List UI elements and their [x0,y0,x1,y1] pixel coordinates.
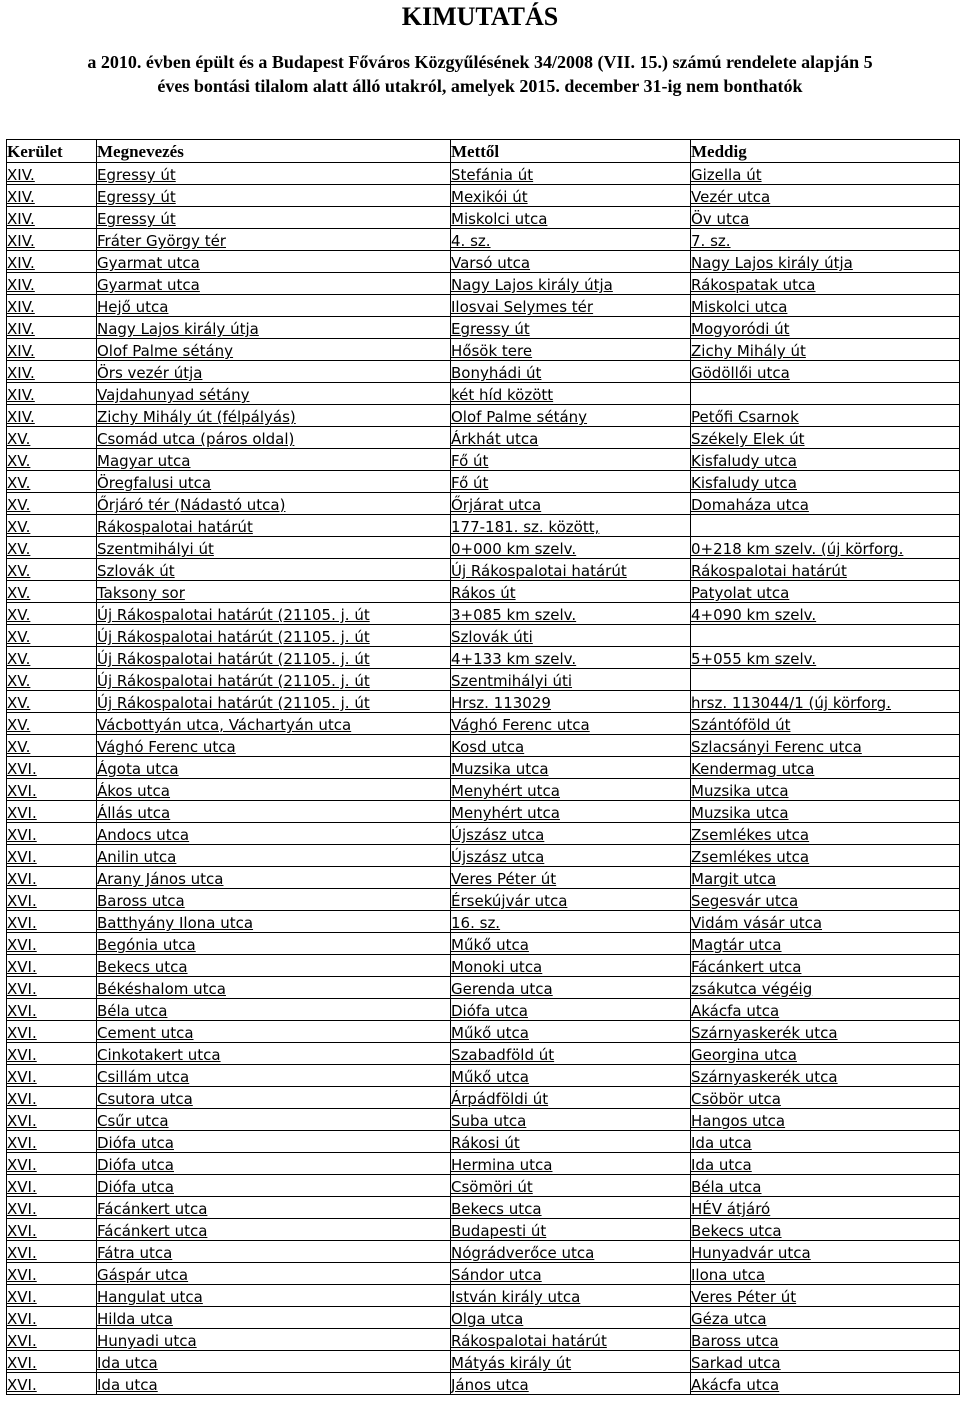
cell-kerulet: XIV. [7,229,97,251]
cell-meddig: Öv utca [691,207,960,229]
cell-kerulet: XIV. [7,251,97,273]
cell-meddig: Baross utca [691,1329,960,1351]
cell-megnevezes: Ákos utca [97,779,451,801]
cell-kerulet: XV. [7,471,97,493]
cell-mettol: 4+133 km szelv. [451,647,691,669]
cell-meddig: Szárnyaskerék utca [691,1021,960,1043]
cell-meddig: Petőfi Csarnok [691,405,960,427]
table-header-row [7,140,960,163]
cell-megnevezes: Csutora utca [97,1087,451,1109]
cell-mettol: Műkő utca [451,933,691,955]
cell-meddig: 5+055 km szelv. [691,647,960,669]
cell-mettol: Újszász utca [451,845,691,867]
table-row [7,955,960,977]
cell-mettol: 0+000 km szelv. [451,537,691,559]
cell-mettol: Mexikói út [451,185,691,207]
cell-kerulet: XIV. [7,383,97,405]
table-row [7,1065,960,1087]
cell-meddig [691,383,960,405]
cell-megnevezes: Gyarmat utca [97,251,451,273]
cell-kerulet: XVI. [7,1373,97,1395]
table-row [7,691,960,713]
cell-meddig: 0+218 km szelv. (új körforg. [691,537,960,559]
cell-kerulet: XVI. [7,1021,97,1043]
cell-mettol: Árkhát utca [451,427,691,449]
cell-mettol: Nógrádverőce utca [451,1241,691,1263]
document-title: KIMUTATÁS [401,2,559,31]
cell-meddig [691,515,960,537]
cell-meddig: hrsz. 113044/1 (új körforg. [691,691,960,713]
cell-megnevezes: Hunyadi utca [97,1329,451,1351]
table-row [7,537,960,559]
cell-kerulet: XV. [7,735,97,757]
cell-kerulet: XV. [7,559,97,581]
cell-megnevezes: Ágota utca [97,757,451,779]
subtitle-line-1: a 2010. évben épült és a Budapest Főváros Közgyűlésének 34/2008 (VII. 15.) számú rendelete alapján 5 [87,52,873,72]
table-row [7,779,960,801]
cell-mettol: Egressy út [451,317,691,339]
cell-kerulet: XVI. [7,867,97,889]
cell-mettol: Muzsika utca [451,757,691,779]
cell-mettol: Bekecs utca [451,1197,691,1219]
cell-mettol: Szentmihályi úti [451,669,691,691]
cell-kerulet: XVI. [7,823,97,845]
cell-kerulet: XVI. [7,779,97,801]
cell-mettol: 16. sz. [451,911,691,933]
cell-kerulet: XVI. [7,1329,97,1351]
cell-megnevezes: Vajdahunyad sétány [97,383,451,405]
header-kerulet: Kerület [7,140,97,163]
table-row [7,295,960,317]
cell-mettol: Vághó Ferenc utca [451,713,691,735]
cell-meddig: Segesvár utca [691,889,960,911]
table-row [7,515,960,537]
cell-meddig: Rákospatak utca [691,273,960,295]
cell-megnevezes: Örs vezér útja [97,361,451,383]
cell-mettol: Diófa utca [451,999,691,1021]
cell-meddig: Fácánkert utca [691,955,960,977]
cell-megnevezes: Új Rákospalotai határút (21105. j. út [97,625,451,647]
cell-kerulet: XVI. [7,1175,97,1197]
cell-mettol: Ilosvai Selymes tér [451,295,691,317]
cell-mettol: Szlovák úti [451,625,691,647]
cell-meddig: HÉV átjáró [691,1197,960,1219]
cell-mettol: Hermina utca [451,1153,691,1175]
cell-megnevezes: Rákospalotai határút [97,515,451,537]
cell-megnevezes: Hangulat utca [97,1285,451,1307]
cell-kerulet: XV. [7,449,97,471]
cell-mettol: Bonyhádi út [451,361,691,383]
header-meddig: Meddig [691,140,960,163]
cell-meddig: Géza utca [691,1307,960,1329]
cell-megnevezes: Csomád utca (páros oldal) [97,427,451,449]
cell-mettol: két híd között [451,383,691,405]
table-row [7,1197,960,1219]
cell-mettol: Hősök tere [451,339,691,361]
cell-meddig: zsákutca végéig [691,977,960,999]
cell-mettol: Műkő utca [451,1065,691,1087]
cell-megnevezes: Hejő utca [97,295,451,317]
cell-megnevezes: Gáspár utca [97,1263,451,1285]
cell-kerulet: XV. [7,493,97,515]
table-row [7,977,960,999]
cell-mettol: István király utca [451,1285,691,1307]
cell-megnevezes: Vághó Ferenc utca [97,735,451,757]
cell-mettol: Miskolci utca [451,207,691,229]
table-row [7,845,960,867]
table-row [7,625,960,647]
cell-meddig: Zsemlékes utca [691,845,960,867]
cell-meddig: Georgina utca [691,1043,960,1065]
cell-kerulet: XVI. [7,1043,97,1065]
table-row [7,889,960,911]
cell-kerulet: XIV. [7,207,97,229]
cell-kerulet: XV. [7,537,97,559]
table-row [7,1043,960,1065]
cell-meddig: Gödöllői utca [691,361,960,383]
cell-kerulet: XIV. [7,339,97,361]
table-row [7,1329,960,1351]
table-row [7,757,960,779]
cell-megnevezes: Bekecs utca [97,955,451,977]
cell-meddig: Szárnyaskerék utca [691,1065,960,1087]
cell-megnevezes: Begónia utca [97,933,451,955]
cell-megnevezes: Batthyány Ilona utca [97,911,451,933]
cell-mettol: Hrsz. 113029 [451,691,691,713]
cell-meddig: Akácfa utca [691,1373,960,1395]
cell-megnevezes: Gyarmat utca [97,273,451,295]
cell-megnevezes: Magyar utca [97,449,451,471]
cell-kerulet: XVI. [7,1351,97,1373]
cell-megnevezes: Állás utca [97,801,451,823]
cell-meddig: Ilona utca [691,1263,960,1285]
cell-mettol: Suba utca [451,1109,691,1131]
table-row [7,207,960,229]
cell-meddig: Vidám vásár utca [691,911,960,933]
cell-mettol: Új Rákospalotai határút [451,559,691,581]
cell-meddig: Patyolat utca [691,581,960,603]
cell-meddig: Kisfaludy utca [691,471,960,493]
cell-mettol: Menyhért utca [451,801,691,823]
cell-megnevezes: Új Rákospalotai határút (21105. j. út [97,647,451,669]
cell-kerulet: XV. [7,713,97,735]
cell-mettol: Stefánia út [451,163,691,185]
cell-kerulet: XVI. [7,1065,97,1087]
cell-megnevezes: Olof Palme sétány [97,339,451,361]
cell-mettol: Fő út [451,449,691,471]
cell-kerulet: XVI. [7,1241,97,1263]
table-row [7,405,960,427]
cell-megnevezes: Csűr utca [97,1109,451,1131]
cell-mettol: Menyhért utca [451,779,691,801]
cell-mettol: Újszász utca [451,823,691,845]
cell-meddig: Bekecs utca [691,1219,960,1241]
cell-megnevezes: Diófa utca [97,1153,451,1175]
cell-mettol: Veres Péter út [451,867,691,889]
cell-kerulet: XVI. [7,911,97,933]
cell-mettol: Gerenda utca [451,977,691,999]
cell-megnevezes: Diófa utca [97,1131,451,1153]
cell-megnevezes: Andocs utca [97,823,451,845]
cell-kerulet: XV. [7,691,97,713]
cell-kerulet: XV. [7,427,97,449]
cell-meddig: Ida utca [691,1131,960,1153]
cell-kerulet: XV. [7,515,97,537]
cell-megnevezes: Egressy út [97,185,451,207]
table-row [7,1153,960,1175]
cell-meddig: Domaháza utca [691,493,960,515]
cell-megnevezes: Új Rákospalotai határút (21105. j. út [97,691,451,713]
cell-meddig: Csöbör utca [691,1087,960,1109]
table-row [7,229,960,251]
cell-kerulet: XVI. [7,1153,97,1175]
table-row [7,273,960,295]
cell-meddig: Margit utca [691,867,960,889]
cell-mettol: Szabadföld út [451,1043,691,1065]
cell-mettol: Rákosi út [451,1131,691,1153]
cell-mettol: Fő út [451,471,691,493]
cell-meddig [691,669,960,691]
cell-kerulet: XIV. [7,405,97,427]
cell-kerulet: XVI. [7,1263,97,1285]
table-row [7,427,960,449]
cell-kerulet: XIV. [7,317,97,339]
cell-kerulet: XVI. [7,1087,97,1109]
cell-meddig: Béla utca [691,1175,960,1197]
table-row [7,823,960,845]
table-row [7,933,960,955]
cell-meddig: Sarkad utca [691,1351,960,1373]
table-row [7,1021,960,1043]
table-row [7,647,960,669]
cell-kerulet: XVI. [7,933,97,955]
cell-kerulet: XVI. [7,801,97,823]
cell-megnevezes: Anilin utca [97,845,451,867]
table-row [7,867,960,889]
cell-mettol: Csömöri út [451,1175,691,1197]
cell-meddig: Ida utca [691,1153,960,1175]
cell-megnevezes: Ida utca [97,1373,451,1395]
cell-kerulet: XVI. [7,1197,97,1219]
cell-megnevezes: Fácánkert utca [97,1219,451,1241]
cell-megnevezes: Cement utca [97,1021,451,1043]
table-row [7,1263,960,1285]
cell-mettol: János utca [451,1373,691,1395]
cell-mettol: 3+085 km szelv. [451,603,691,625]
cell-mettol: Mátyás király út [451,1351,691,1373]
cell-mettol: Műkő utca [451,1021,691,1043]
cell-kerulet: XVI. [7,1219,97,1241]
cell-meddig: Nagy Lajos király útja [691,251,960,273]
cell-kerulet: XIV. [7,185,97,207]
cell-kerulet: XVI. [7,757,97,779]
cell-kerulet: XV. [7,603,97,625]
cell-megnevezes: Taksony sor [97,581,451,603]
cell-mettol: Sándor utca [451,1263,691,1285]
cell-kerulet: XV. [7,581,97,603]
cell-meddig: Muzsika utca [691,779,960,801]
cell-kerulet: XVI. [7,977,97,999]
cell-megnevezes: Új Rákospalotai határút (21105. j. út [97,603,451,625]
cell-meddig: Szántóföld út [691,713,960,735]
table-row [7,1219,960,1241]
table-row [7,1285,960,1307]
cell-meddig: Székely Elek út [691,427,960,449]
cell-kerulet: XIV. [7,163,97,185]
cell-kerulet: XIV. [7,273,97,295]
table-row [7,449,960,471]
table-row [7,1175,960,1197]
header-megnevezes: Megnevezés [97,140,451,163]
cell-meddig: Magtár utca [691,933,960,955]
cell-kerulet: XV. [7,669,97,691]
cell-kerulet: XVI. [7,1285,97,1307]
cell-meddig: Szlacsányi Ferenc utca [691,735,960,757]
cell-megnevezes: Szlovák út [97,559,451,581]
cell-megnevezes: Vácbottyán utca, Váchartyán utca [97,713,451,735]
cell-kerulet: XV. [7,647,97,669]
cell-kerulet: XV. [7,625,97,647]
table-row [7,1241,960,1263]
table-row [7,1109,960,1131]
cell-mettol: Rákospalotai határút [451,1329,691,1351]
cell-megnevezes: Szentmihályi út [97,537,451,559]
cell-megnevezes: Nagy Lajos király útja [97,317,451,339]
cell-megnevezes: Arany János utca [97,867,451,889]
cell-meddig: Vezér utca [691,185,960,207]
cell-mettol: Olga utca [451,1307,691,1329]
cell-megnevezes: Őrjáró tér (Nádastó utca) [97,493,451,515]
cell-meddig: 4+090 km szelv. [691,603,960,625]
document-subtitle [0,50,960,98]
table-row [7,1351,960,1373]
table-row [7,801,960,823]
cell-mettol: Budapesti út [451,1219,691,1241]
subtitle-line-2: éves bontási tilalom alatt álló utakról, amelyek 2015. december 31-ig nem bonthatók [157,76,803,96]
table-row [7,1131,960,1153]
cell-kerulet: XVI. [7,845,97,867]
table-row [7,493,960,515]
table-row [7,317,960,339]
cell-meddig: Mogyoródi út [691,317,960,339]
table-row [7,581,960,603]
cell-meddig: Miskolci utca [691,295,960,317]
cell-mettol: Olof Palme sétány [451,405,691,427]
cell-megnevezes: Öregfalusi utca [97,471,451,493]
table-row [7,559,960,581]
cell-megnevezes: Ida utca [97,1351,451,1373]
cell-megnevezes: Béla utca [97,999,451,1021]
table-row [7,471,960,493]
cell-kerulet: XVI. [7,1109,97,1131]
cell-meddig: Hunyadvár utca [691,1241,960,1263]
cell-megnevezes: Zichy Mihály út (félpályás) [97,405,451,427]
cell-mettol: 177-181. sz. között, [451,515,691,537]
cell-meddig: Zsemlékes utca [691,823,960,845]
cell-meddig [691,625,960,647]
table-row [7,999,960,1021]
cell-meddig: 7. sz. [691,229,960,251]
table-row [7,185,960,207]
cell-meddig: Akácfa utca [691,999,960,1021]
cell-megnevezes: Fátra utca [97,1241,451,1263]
table-row [7,603,960,625]
cell-megnevezes: Fácánkert utca [97,1197,451,1219]
cell-megnevezes: Békéshalom utca [97,977,451,999]
cell-kerulet: XVI. [7,1307,97,1329]
cell-kerulet: XIV. [7,361,97,383]
cell-megnevezes: Hilda utca [97,1307,451,1329]
cell-mettol: 4. sz. [451,229,691,251]
cell-meddig: Veres Péter út [691,1285,960,1307]
cell-mettol: Nagy Lajos király útja [451,273,691,295]
cell-meddig: Zichy Mihály út [691,339,960,361]
cell-megnevezes: Diófa utca [97,1175,451,1197]
cell-meddig: Rákospalotai határút [691,559,960,581]
roads-table [6,139,960,1395]
table-row [7,1307,960,1329]
table-row [7,1373,960,1395]
table-row [7,163,960,185]
table-row [7,361,960,383]
table-row [7,383,960,405]
cell-mettol: Varsó utca [451,251,691,273]
cell-meddig: Kendermag utca [691,757,960,779]
cell-megnevezes: Egressy út [97,163,451,185]
cell-meddig: Hangos utca [691,1109,960,1131]
cell-mettol: Kosd utca [451,735,691,757]
cell-kerulet: XVI. [7,999,97,1021]
cell-mettol: Monoki utca [451,955,691,977]
cell-mettol: Árpádföldi út [451,1087,691,1109]
cell-megnevezes: Fráter György tér [97,229,451,251]
cell-megnevezes: Egressy út [97,207,451,229]
table-row [7,339,960,361]
table-row [7,1087,960,1109]
cell-kerulet: XIV. [7,295,97,317]
cell-megnevezes: Csillám utca [97,1065,451,1087]
header-mettol: Mettől [451,140,691,163]
cell-megnevezes: Baross utca [97,889,451,911]
table-row [7,669,960,691]
table-row [7,735,960,757]
cell-megnevezes: Cinkotakert utca [97,1043,451,1065]
cell-kerulet: XVI. [7,889,97,911]
cell-meddig: Muzsika utca [691,801,960,823]
cell-kerulet: XVI. [7,1131,97,1153]
table-row [7,251,960,273]
cell-kerulet: XVI. [7,955,97,977]
cell-mettol: Őrjárat utca [451,493,691,515]
table-row [7,713,960,735]
cell-megnevezes: Új Rákospalotai határút (21105. j. út [97,669,451,691]
cell-meddig: Kisfaludy utca [691,449,960,471]
cell-mettol: Érsekújvár utca [451,889,691,911]
cell-meddig: Gizella út [691,163,960,185]
table-row [7,911,960,933]
cell-mettol: Rákos út [451,581,691,603]
